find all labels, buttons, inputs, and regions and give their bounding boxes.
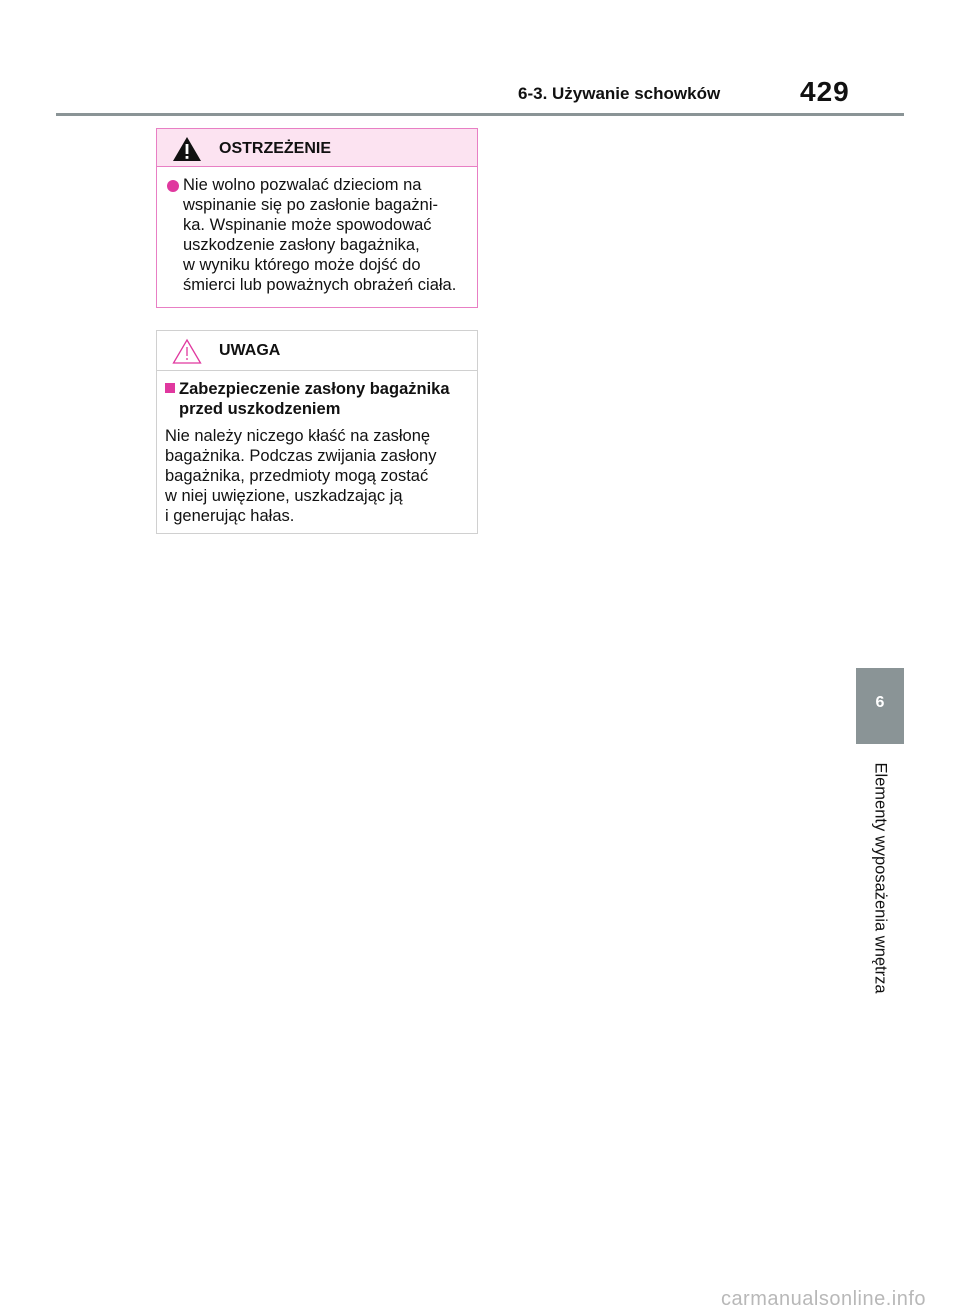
- chapter-number: 6: [875, 694, 885, 711]
- caution-line: w niej uwięzione, uszkadzając ją: [165, 487, 403, 505]
- watermark: carmanualsonline.info: [720, 1288, 926, 1310]
- caution-header: [157, 331, 477, 371]
- warning-text: [183, 175, 456, 295]
- warning-line: śmierci lub poważnych obrażeń ciała.: [183, 276, 457, 294]
- chapter-tab: [856, 668, 904, 744]
- caution-line: bagażnika. Podczas zwijania zasłony: [165, 447, 437, 465]
- warning-bullet: [167, 175, 469, 295]
- caution-text: [165, 426, 469, 526]
- warning-triangle-icon: [171, 135, 203, 163]
- warning-line: Nie wolno pozwalać dzieciom na: [183, 176, 422, 194]
- page-number: 429: [800, 76, 850, 107]
- caution-line: Nie należy niczego kłaść na zasłonę: [165, 427, 431, 445]
- warning-header: [157, 129, 477, 167]
- warning-title: OSTRZEŻENIE: [219, 140, 332, 157]
- bullet-dot-icon: [167, 180, 179, 192]
- section-title: 6-3. Używanie schowków: [518, 84, 721, 103]
- caution-title: UWAGA: [219, 342, 281, 359]
- warning-line: ka. Wspinanie może spowodować: [183, 216, 432, 234]
- header-divider: [56, 113, 904, 116]
- chapter-label: Elementy wyposażenia wnętrza: [871, 762, 890, 994]
- caution-subheading-text: [179, 379, 450, 419]
- caution-line: bagażnika, przedmioty mogą zostać: [165, 467, 429, 485]
- caution-line: i generując hałas.: [165, 507, 295, 525]
- warning-body: [157, 167, 477, 307]
- warning-line: w wyniku którego może dojść do: [183, 256, 421, 274]
- warning-line: uszkodzenie zasłony bagażnika,: [183, 236, 420, 254]
- caution-heading-line: przed uszkodzeniem: [179, 400, 341, 418]
- caution-body: [157, 371, 477, 536]
- warning-line: wspinanie się po zasłonie bagażni-: [183, 196, 438, 214]
- caution-box: [156, 330, 478, 534]
- warning-box: [156, 128, 478, 308]
- caution-triangle-icon: [171, 337, 203, 365]
- bullet-square-icon: [165, 383, 175, 393]
- caution-subheading: [165, 379, 469, 419]
- caution-heading-line: Zabezpieczenie zasłony bagażnika: [179, 380, 450, 398]
